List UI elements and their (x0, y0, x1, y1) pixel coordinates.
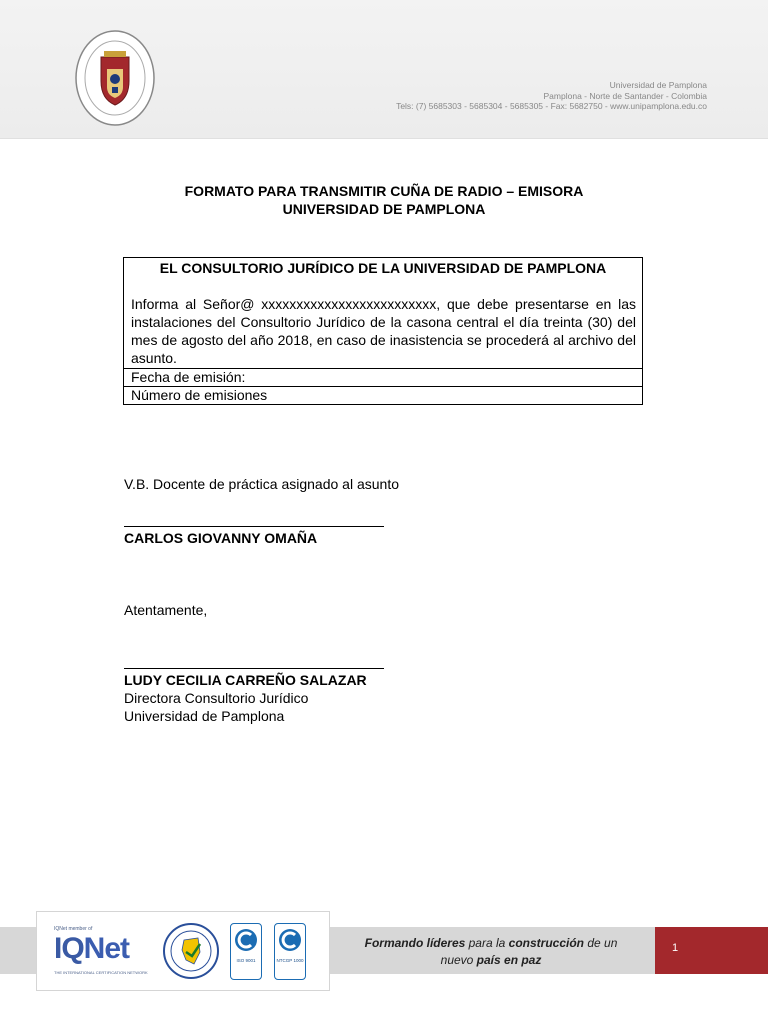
iqnet-member-text: IQNet member of (54, 926, 93, 932)
footer-slogan (357, 935, 625, 969)
iqnet-logo (54, 932, 129, 966)
title-line-1: FORMATO PARA TRANSMITIR CUÑA DE RADIO – EMISORA (184, 183, 584, 199)
signature-line-directora (124, 668, 384, 669)
iqnet-logo-iq: IQ (54, 932, 84, 965)
university-seal-icon (74, 29, 156, 127)
slogan-nuevo: nuevo (440, 953, 477, 967)
iqnet-tagline: THE INTERNATIONAL CERTIFICATION NETWORK (54, 970, 148, 975)
footer-page-box (655, 927, 768, 974)
icontec-c-icon (234, 928, 258, 952)
iqnet-logo-net: Net (83, 932, 130, 965)
slogan-line-2 (357, 952, 625, 969)
slogan-para-la: para la (465, 936, 509, 950)
slogan-formando: Formando líderes (364, 936, 466, 950)
table-row-fecha: Fecha de emisión: (124, 368, 642, 386)
ntcgp-1000-label: NTCGP 1000 (276, 958, 304, 963)
directora-org: Universidad de Pamplona (124, 708, 285, 724)
contact-line-phones: Tels: (7) 5685303 - 5685304 - 5685305 - Fax: 5682750 - www.unipamplona.edu.co (396, 101, 707, 111)
slogan-construccion: construcción (508, 936, 585, 950)
page-number: 1 (672, 942, 679, 954)
icontec-c-icon (278, 928, 302, 952)
slogan-pais-en-paz: país en paz (476, 953, 542, 967)
contact-line-location: Pamplona - Norte de Santander - Colombia (543, 90, 707, 101)
ntcgp-1000-badge (274, 923, 306, 980)
iso-9001-label: ISO 9001 (236, 958, 256, 963)
contact-info (396, 80, 707, 112)
letterhead-header (0, 0, 768, 139)
table-row-numero: Número de emisiones (124, 386, 642, 404)
contact-line-name: Universidad de Pamplona (609, 80, 707, 90)
title-line-2: UNIVERSIDAD DE PAMPLONA (282, 201, 486, 217)
slogan-line-1 (357, 935, 625, 952)
signature-line-docente (124, 526, 384, 527)
national-seal-icon (162, 922, 220, 980)
directora-title: Directora Consultorio Jurídico (124, 690, 309, 706)
directora-name: LUDY CECILIA CARREÑO SALAZAR (124, 672, 367, 688)
vb-label: V.B. Docente de práctica asignado al asunto (124, 476, 400, 492)
certification-logos (36, 911, 330, 991)
announcement-table (123, 257, 643, 405)
document-title (0, 182, 768, 218)
docente-name: CARLOS GIOVANNY OMAÑA (124, 530, 318, 546)
slogan-de-un: de un (584, 936, 618, 950)
table-body-text: Informa al Señor@ xxxxxxxxxxxxxxxxxxxxxxxxx, que debe presentarse en las instalaciones del Consultorio Jurídico de la casona central el día treinta (30) del mes de agosto del año 2018, en caso de inasistencia se procederá al archivo del asunto. (131, 296, 636, 366)
table-heading: EL CONSULTORIO JURÍDICO DE LA UNIVERSIDAD DE PAMPLONA (159, 260, 607, 276)
closing-text: Atentamente, (124, 602, 208, 618)
iso-9001-badge (230, 923, 262, 980)
